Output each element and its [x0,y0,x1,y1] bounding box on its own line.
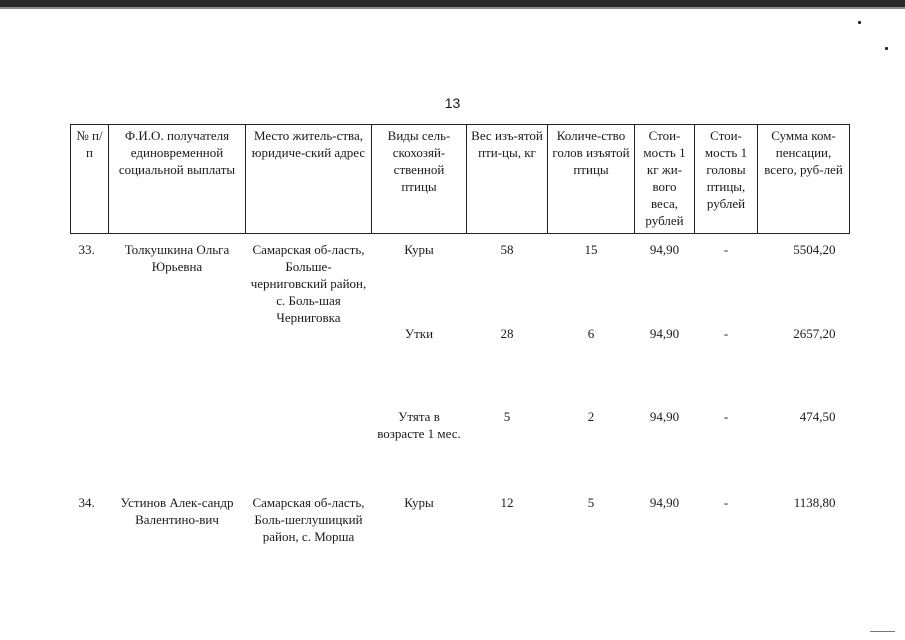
recipient-address: Самарская об-ласть, Боль-шеглушицкий район, с. Морша [252,495,365,544]
cost-head-value: - [723,242,729,257]
header-weight: Вес изъ-ятой пти-цы, кг [467,125,548,234]
cost-head-value: - [723,495,729,510]
bird-type: Куры [404,495,434,510]
header-cost-head: Стои-мость 1 головы птицы, рублей [695,125,758,234]
table-row [71,494,850,574]
scan-speck [858,21,861,24]
scan-top-border-shadow [0,7,905,9]
row-num: 34. [78,495,95,510]
bird-type: Куры [404,242,434,257]
table-header-row [71,125,850,234]
cost-kg-value: 94,90 [649,409,680,424]
header-bird-type: Виды сель-скохозяй-ственной птицы [372,125,467,234]
row-num: 33. [78,242,95,257]
scan-edge-line [870,631,895,632]
header-address: Место житель-ства, юридиче-ский адрес [246,125,372,234]
weight-value: 5 [503,409,511,424]
bird-type: Утки [404,326,434,341]
total-value: 5504,20 [793,242,836,257]
total-value: 2657,20 [793,326,836,341]
bird-type: Утята в возрасте 1 мес. [377,409,461,441]
scan-top-border [0,0,905,7]
cost-kg-value: 94,90 [649,326,680,341]
header-name: Ф.И.О. получателя единовременной социальной выплаты [109,125,246,234]
heads-value: 5 [587,495,595,510]
heads-value: 6 [587,326,595,341]
total-value: 474,50 [799,409,836,424]
page-number: 13 [444,95,461,111]
recipient-name: Толкушкина Ольга Юрьевна [124,242,230,274]
cost-head-value: - [723,409,729,424]
header-num: № п/п [71,125,109,234]
recipient-address: Самарская об-ласть, Больше-черниговский район, с. Боль-шая Черниговка [250,242,367,325]
cost-kg-value: 94,90 [649,495,680,510]
scan-speck [885,47,888,50]
header-heads: Количе-ство голов изъятой птицы [548,125,635,234]
weight-value: 12 [500,495,514,510]
header-cost-kg: Стои-мость 1 кг жи-вого веса, рублей [635,125,695,234]
header-total: Сумма ком-пенсации, всего, руб-лей [758,125,850,234]
recipient-name: Устинов Алек-сандр Валентино-вич [120,495,234,527]
cost-kg-value: 94,90 [649,242,680,257]
compensation-table [70,124,850,574]
weight-value: 28 [500,326,514,341]
total-value: 1138,80 [793,495,836,510]
heads-value: 15 [584,242,598,257]
table-row [71,241,850,325]
cost-head-value: - [723,326,729,341]
weight-value: 58 [500,242,514,257]
heads-value: 2 [587,409,595,424]
